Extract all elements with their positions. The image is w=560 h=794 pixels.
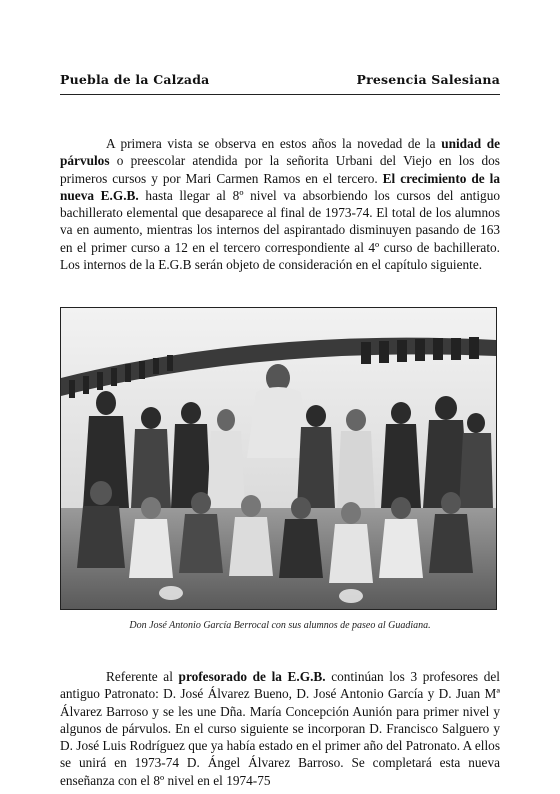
- group-photo: [60, 307, 497, 610]
- text-run: hasta llegar al 8º nivel va absorbiendo los cursos del antiguo bachillerato elemental que desaparece al final de 1973-74. El total de los alumnos va en aumento, mientras los internos del aspirantado disminuyen pasando de 163 en el primer curso a 12 en el tercero correspondiente al 4º curso de bachillerato. Los internos de la E.G.B serán objeto de consideración en el capítulo siguiente.: [60, 187, 500, 273]
- running-header: [60, 72, 500, 87]
- header-rule: [60, 94, 500, 95]
- header-left-title: Puebla de la Calzada: [60, 72, 210, 87]
- bold-phrase: El crecimiento de la nueva E.G.B.: [60, 170, 500, 203]
- text-run: o preescolar atendida por la señorita Urbani del Viejo en los dos primeros cursos y por Mari Carmen Ramos en el tercero.: [60, 153, 500, 186]
- text-run: A primera vista se observa en estos años la novedad de la: [106, 136, 442, 151]
- bold-phrase: unidad de párvulos: [60, 136, 501, 169]
- paragraph-2: [60, 668, 500, 789]
- header-right-title: Presencia Salesiana: [356, 72, 500, 87]
- photo-caption: Don José Antonio García Berrocal con sus alumnos de paseo al Guadiana.: [129, 620, 431, 631]
- paragraph-1: [60, 135, 500, 273]
- bold-phrase: profesorado de la E.G.B.: [178, 669, 326, 684]
- text-run: Referente al: [106, 669, 179, 684]
- text-run: continúan los 3 profesores del antiguo Patronato: D. José Álvarez Bueno, D. José Antonio García y D. Juan Mª Álvarez Barroso y se les une Dña. María Concepción Aunión para primer nivel y algunos de párvulos. En el curso siguiente se incorporan D. Francisco Salguero y D. José Luis Rodríguez que ya había estado en el primer año del Patronato. A ellos se unirá en 1973-74 D. Ángel Álvarez Barroso. Se completará esta nueva enseñanza con el 8º nivel en el 1974-75: [60, 669, 500, 788]
